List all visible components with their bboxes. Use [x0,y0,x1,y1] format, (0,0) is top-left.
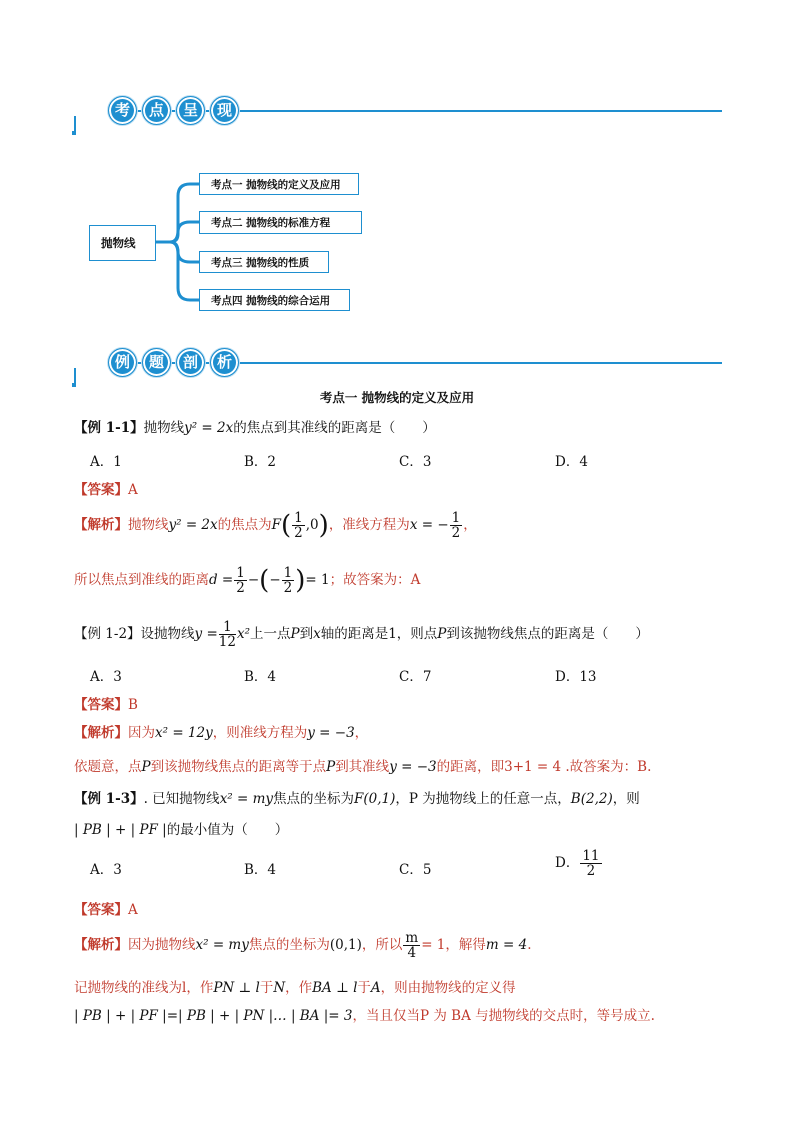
title-char: 题 [142,348,171,377]
title-char: 例 [108,348,137,377]
mindmap-root: 抛物线 [89,225,156,261]
option: C．7 [399,669,432,685]
title-char: 析 [210,348,239,377]
mindmap-branch: 考点三 抛物线的性质 [199,251,329,273]
example-1-answer: 【答案】A [74,482,138,498]
example-3-analysis-line1: 【解析】因为抛物线x² = my焦点的坐标为(0,1)，所以 $\frac{m}{4}$ = 1，解得m = 4. [74,930,532,961]
mindmap-branch: 考点一 抛物线的定义及应用 [199,173,359,195]
option: B．2 [244,454,277,470]
title-char: 剖 [176,348,205,377]
option: A．3 [90,669,122,685]
mindmap-connectors [0,0,794,330]
header-rule [118,362,722,364]
subsection-title: 考点一 抛物线的定义及应用 [319,390,475,405]
option: A．3 [90,862,122,878]
example-3-stem-line1: 【例 1-3】. 已知抛物线x² = my焦点的坐标为F(0,1)，P 为抛物线上的任意一点，B(2,2)，则 [74,791,640,807]
example-1-analysis-line1: 【解析】抛物线y² = 2x的焦点为F( $\frac{1}{2}$ ,0)，准线方程为x = − $\frac{1}{2}$ ， [74,510,477,541]
option: B．4 [244,862,277,878]
example-3-analysis-line3: | PB | + | PF |=| PB | + | PN |… | BA |= 3，当且仅当P 为 BA 与抛物线的交点时，等号成立. [74,1008,655,1024]
option: D．4 [555,454,588,470]
title-char: 点 [142,96,171,125]
example-1-analysis-line2: 所以焦点到准线的距离d = $\frac{1}{2}$ −(− $\frac{1}{2}$ )= 1；故答案为：A [74,565,421,596]
example-2-stem: 【例 1-2】设抛物线y = $\frac{1}{12}$ x²上一点P到x轴的距离是1，则点P到该抛物线焦点的距离是（ ） [74,619,649,650]
example-2-analysis-line2: 依题意，点P到该抛物线焦点的距离等于点P到其准线y = −3的距离，即3+1 = 4 .故答案为：B. [74,759,652,775]
option: D．13 [555,669,597,685]
header-dot [72,383,76,387]
mindmap-branch: 考点四 抛物线的综合运用 [199,289,350,311]
option: B．4 [244,669,277,685]
example-3-stem-line2: | PB | + | PF |的最小值为（ ） [74,822,289,838]
option: D． $\frac{11}{2}$ [555,848,600,879]
title-char: 呈 [176,96,205,125]
example-1-stem: 【例 1-1】抛物线y² = 2x的焦点到其准线的距离是（ ） [74,420,436,436]
example-2-answer: 【答案】B [74,697,138,713]
option: C．5 [399,862,432,878]
example-3-analysis-line2: 记抛物线的准线为l，作PN ⊥ l于N，作BA ⊥ l于A，则由抛物线的定义得 [74,980,516,996]
example-tag: 【例 1-3】 [74,791,144,807]
option: A．1 [90,454,122,470]
title-char: 考 [108,96,137,125]
example-tag: 【例 1-1】 [74,420,144,436]
example-tag: 【例 1-2】 [74,626,141,642]
example-3-answer: 【答案】A [74,902,138,918]
example-2-analysis-line1: 【解析】因为x² = 12y，则准线方程为y = −3， [74,725,369,741]
mindmap-branch: 考点二 抛物线的标准方程 [199,211,362,234]
title-char: 现 [210,96,239,125]
option: C．3 [399,454,432,470]
